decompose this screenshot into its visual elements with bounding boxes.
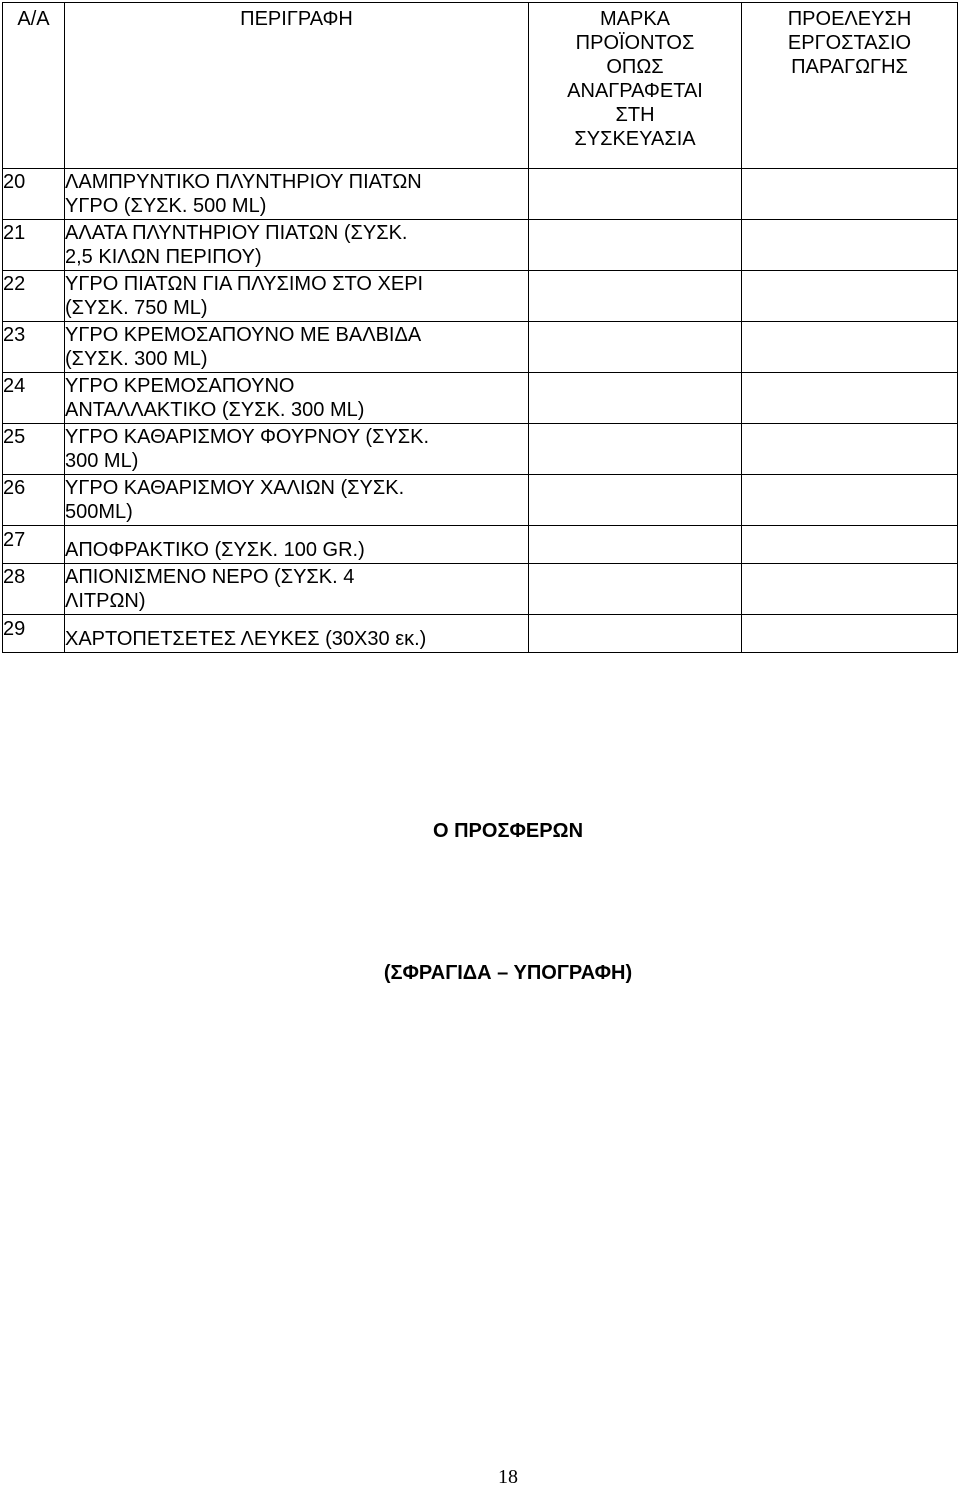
table-row <box>3 526 958 564</box>
header-origin-line: ΠΡΟΕΛΕΥΣΗ <box>787 8 912 30</box>
table-row <box>3 564 958 615</box>
row-number: 23 <box>3 322 65 373</box>
header-brand-line: ΣΤΗ <box>615 104 655 126</box>
header-origin-line: ΕΡΓΟΣΤΑΣΙΟ <box>787 32 912 54</box>
products-table <box>2 2 958 653</box>
origin-cell[interactable] <box>742 220 958 271</box>
row-number: 21 <box>3 220 65 271</box>
header-brand-line: ΑΝΑΓΡΑΦΕΤΑΙ <box>567 80 703 102</box>
offerer-label: Ο ΠΡΟΣΦΕΡΩΝ <box>432 820 584 842</box>
origin-cell[interactable] <box>742 615 958 653</box>
header-brand <box>529 3 742 169</box>
header-description: ΠΕΡΙΓΡΑΦΗ <box>65 3 529 169</box>
brand-cell[interactable] <box>529 373 742 424</box>
description-line: ΑΠΟΦΡΑΚΤΙΚΟ (ΣΥΣΚ. 100 GR.) <box>65 539 365 561</box>
origin-cell[interactable] <box>742 475 958 526</box>
description-line: ΛΑΜΠΡΥΝΤΙΚΟ ΠΛΥΝΤΗΡΙΟΥ ΠΙΑΤΩΝ <box>65 171 422 193</box>
row-number: 20 <box>3 169 65 220</box>
row-description <box>65 373 529 424</box>
brand-cell[interactable] <box>529 271 742 322</box>
brand-cell[interactable] <box>529 475 742 526</box>
row-number: 22 <box>3 271 65 322</box>
row-number: 28 <box>3 564 65 615</box>
description-line: 300 ML) <box>65 450 139 472</box>
table-row <box>3 424 958 475</box>
description-line: ΑΝΤΑΛΛΑΚΤΙΚΟ (ΣΥΣΚ. 300 ML) <box>65 399 365 421</box>
table-row <box>3 220 958 271</box>
brand-cell[interactable] <box>529 322 742 373</box>
description-line: ΛΙΤΡΩΝ) <box>65 590 146 612</box>
description-line: ΥΓΡΟ ΚΡΕΜΟΣΑΠΟΥΝΟ ΜΕ ΒΑΛΒΙΔΑ <box>65 324 422 346</box>
header-no: Α/Α <box>3 3 65 169</box>
row-description <box>65 271 529 322</box>
brand-cell[interactable] <box>529 220 742 271</box>
header-origin-line: ΠΑΡΑΓΩΓΗΣ <box>791 56 908 78</box>
description-line: ΥΓΡΟ ΚΑΘΑΡΙΣΜΟΥ ΦΟΥΡΝΟΥ (ΣΥΣΚ. <box>65 426 430 448</box>
page-number: 18 <box>498 1466 518 1488</box>
brand-cell[interactable] <box>529 169 742 220</box>
header-brand-line: ΟΠΩΣ <box>606 56 664 78</box>
table-header-row <box>3 3 958 169</box>
row-description <box>65 475 529 526</box>
row-description <box>65 615 529 653</box>
description-line: ΧΑΡΤΟΠΕΤΣΕΤΕΣ ΛΕΥΚΕΣ (30Χ30 εκ.) <box>65 628 427 650</box>
table-row <box>3 271 958 322</box>
origin-cell[interactable] <box>742 373 958 424</box>
table-row <box>3 373 958 424</box>
brand-cell[interactable] <box>529 424 742 475</box>
header-brand-line: ΣΥΣΚΕΥΑΣΙΑ <box>574 128 696 150</box>
row-number: 25 <box>3 424 65 475</box>
origin-cell[interactable] <box>742 169 958 220</box>
description-line: 2,5 ΚΙΛΩΝ ΠΕΡΙΠΟΥ) <box>65 246 262 268</box>
row-number: 26 <box>3 475 65 526</box>
description-line: ΥΓΡΟ ΚΑΘΑΡΙΣΜΟΥ ΧΑΛΙΩΝ (ΣΥΣΚ. <box>65 477 405 499</box>
description-line: (ΣΥΣΚ. 750 ML) <box>65 297 208 319</box>
row-number: 27 <box>3 526 65 564</box>
table-row <box>3 475 958 526</box>
stamp-signature-label: (ΣΦΡΑΓΙΔΑ – ΥΠΟΓΡΑΦΗ) <box>383 962 633 984</box>
description-line: (ΣΥΣΚ. 300 ML) <box>65 348 208 370</box>
table-row <box>3 322 958 373</box>
brand-cell[interactable] <box>529 615 742 653</box>
row-description <box>65 564 529 615</box>
row-description <box>65 526 529 564</box>
origin-cell[interactable] <box>742 424 958 475</box>
row-number: 29 <box>3 615 65 653</box>
description-line: ΥΓΡΟ ΠΙΑΤΩΝ ΓΙΑ ΠΛΥΣΙΜΟ ΣΤΟ ΧΕΡΙ <box>65 273 424 295</box>
brand-cell[interactable] <box>529 526 742 564</box>
description-line: 500ML) <box>65 501 133 523</box>
brand-cell[interactable] <box>529 564 742 615</box>
row-description <box>65 169 529 220</box>
origin-cell[interactable] <box>742 322 958 373</box>
table-row <box>3 169 958 220</box>
row-description <box>65 220 529 271</box>
header-origin <box>742 3 958 169</box>
description-line: ΥΓΡΟ ΚΡΕΜΟΣΑΠΟΥΝΟ <box>65 375 295 397</box>
row-number: 24 <box>3 373 65 424</box>
description-line: ΑΛΑΤΑ ΠΛΥΝΤΗΡΙΟΥ ΠΙΑΤΩΝ (ΣΥΣΚ. <box>65 222 408 244</box>
description-line: ΥΓΡΟ (ΣΥΣΚ. 500 ML) <box>65 195 267 217</box>
table-row <box>3 615 958 653</box>
header-brand-line: ΜΑΡΚΑ <box>599 8 671 30</box>
row-description <box>65 424 529 475</box>
header-brand-line: ΠΡΟΪΟΝΤΟΣ <box>575 32 695 54</box>
origin-cell[interactable] <box>742 564 958 615</box>
origin-cell[interactable] <box>742 271 958 322</box>
origin-cell[interactable] <box>742 526 958 564</box>
row-description <box>65 322 529 373</box>
description-line: ΑΠΙΟΝΙΣΜΕΝΟ ΝΕΡΟ (ΣΥΣΚ. 4 <box>65 566 355 588</box>
